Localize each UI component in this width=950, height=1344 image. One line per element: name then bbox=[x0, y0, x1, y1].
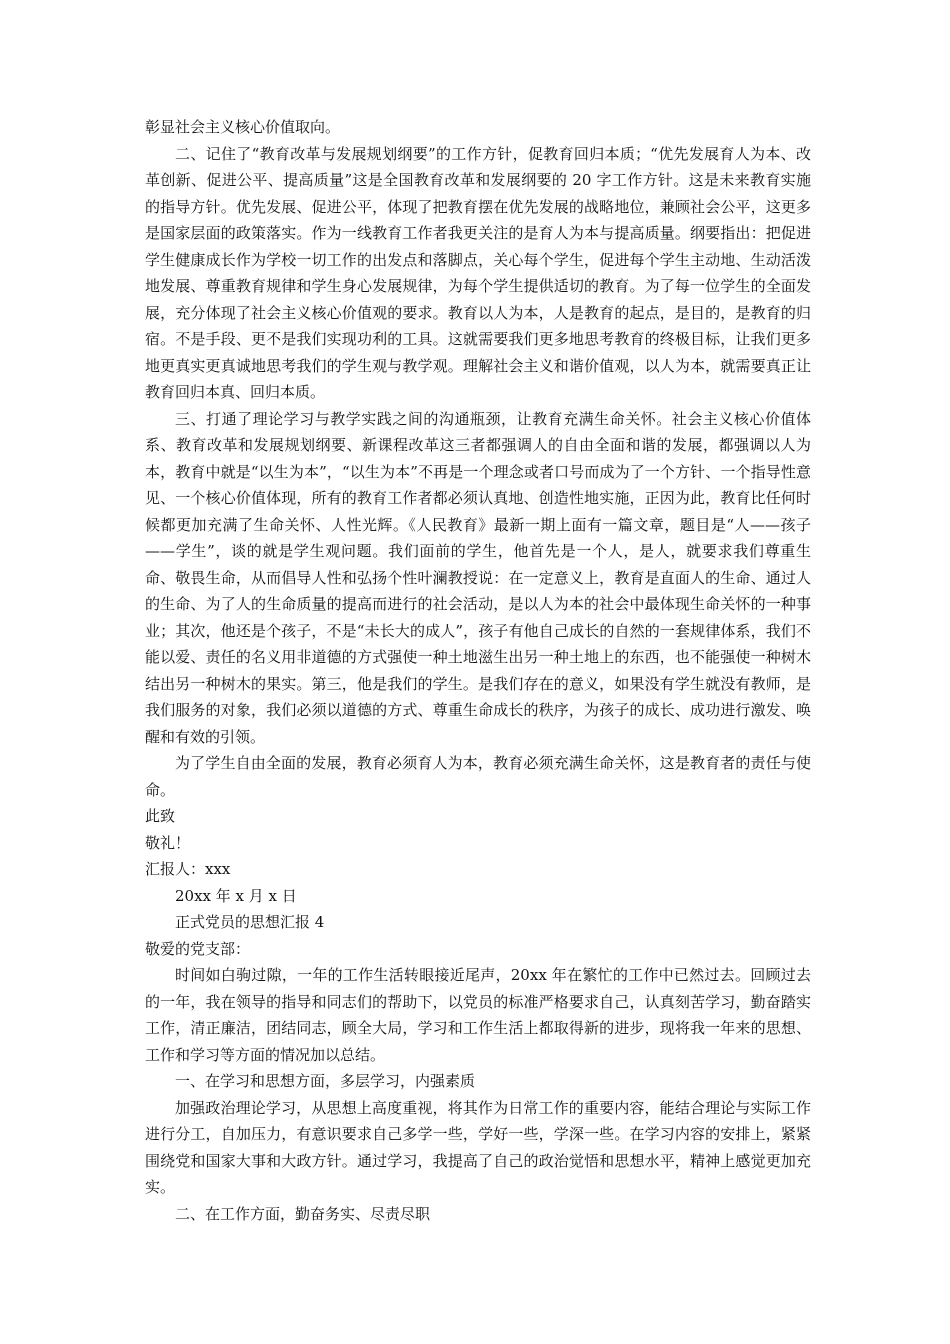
closing-salute: 敬礼！ bbox=[145, 833, 191, 852]
paragraph-year-review: 时间如白驹过隙，一年的工作生活转眼接近尾声，20xx 年在繁忙的工作中已然过去。回顾过去的一年，我在领导的指导和同志们的帮助下，以党员的标准严格要求自己，认真刻苦学习，勤奋踏实工作，清正廉洁，团结同志，顾全大局，学习和工作生活上都取得新的进步，现将我一年来的思想、工作和学习等方面的情况加以总结。 bbox=[145, 966, 811, 1064]
intro-line: 彰显社会主义核心价值取向。 bbox=[145, 118, 341, 136]
paragraph-study: 加强政治理论学习，从思想上高度重视，将其作为日常工作的重要内容，能结合理论与实际工作进行分工，自加压力，有意识要求自己多学一些，学好一些，学深一些。在学习内容的安排上，紧紧围绕党和国家大事和大政方针。通过学习，我提高了自己的政治觉悟和思想水平，精神上感觉更加充实。 bbox=[145, 1098, 811, 1196]
paragraph-point-two: 二、记住了“教育改革与发展规划纲要”的工作方针，促教育回归本质；“优先发展育人为本、改革创新、促进公平、提高质量”这是全国教育改革和发展纲要的 20 字工作方针。这是未来教育实施的指导方针。优先发展、促进公平，体现了把教育摆在优先发展的战略地位，兼顾社会公平，这更多是国家层面的政策落实。作为一线教育工作者我更关注的是育人为本与提高质量。纲要指出：把促进学生健康成长作为学校一切工作的出发点和落脚点，关心每个学生，促进每个学生主动地、生动活泼地发展、尊重教育规律和学生身心发展规律，为每个学生提供适切的教育。为了每一位学生的全面发展，充分体现了社会主义核心价值观的要求。教育以人为本，人是教育的起点，是目的，是教育的归宿。不是手段、更不是我们实现功利的工具。这就需要我们更多地思考教育的终极目标，让我们更多地更真实更真诚地思考我们的学生观与教学观。理解社会主义和谐价值观，以人为本，就需要真正让教育回归本真、回归本质。 bbox=[145, 144, 811, 401]
section-title: 正式党员的思想汇报 4 bbox=[175, 913, 325, 931]
paragraph-conclusion: 为了学生自由全面的发展，教育必须育人为本，教育必须充满生命关怀，这是教育者的责任与使命。 bbox=[145, 754, 811, 799]
salutation: 敬爱的党支部： bbox=[145, 939, 251, 958]
document-page bbox=[145, 114, 811, 1227]
heading-study: 一、在学习和思想方面，多层学习，内强素质 bbox=[175, 1072, 476, 1090]
closing-greeting: 此致 bbox=[145, 807, 176, 825]
date-line: 20xx 年 x 月 x 日 bbox=[175, 886, 297, 905]
reporter-line: 汇报人：xxx bbox=[145, 860, 231, 878]
paragraph-point-three: 三、打通了理论学习与教学实践之间的沟通瓶颈，让教育充满生命关怀。社会主义核心价值体系、教育改革和发展规划纲要、新课程改革这三者都强调人的自由全面和谐的发展，都强调以人为本，教育中就是“以生为本”，“以生为本”不再是一个理念或者口号而成为了一个方针、一个指导性意见、一个核心价值体现，所有的教育工作者都必须认真地、创造性地实施，正因为此，教育比任何时候都更加充满了生命关怀、人性光辉。《人民教育》最新一期上面有一篇文章，题目是“人——孩子——学生”，谈的就是学生观问题。我们面前的学生，他首先是一个人，是人，就要求我们尊重生命、敬畏生命，从而倡导人性和弘扬个性叶澜教授说：在一定意义上，教育是直面人的生命、通过人的生命、为了人的生命质量的提高而进行的社会活动，是以人为本的社会中最体现生命关怀的一种事业；其次，他还是个孩子，不是“未长大的成人”，孩子有他自己成长的自然的一套规律体系，我们不能以爱、责任的名义用非道德的方式强使一种土地滋生出另一种土地上的东西，也不能强使一种树木结出另一种树木的果实。第三，他是我们的学生。是我们存在的意义，如果没有学生就没有教师，是我们服务的对象，我们必须以道德的方式、尊重生命成长的秩序，为孩子的成长、成功进行激发、唤醒和有效的引领。 bbox=[145, 409, 811, 746]
heading-work: 二、在工作方面，勤奋务实、尽责尽职 bbox=[175, 1204, 431, 1223]
